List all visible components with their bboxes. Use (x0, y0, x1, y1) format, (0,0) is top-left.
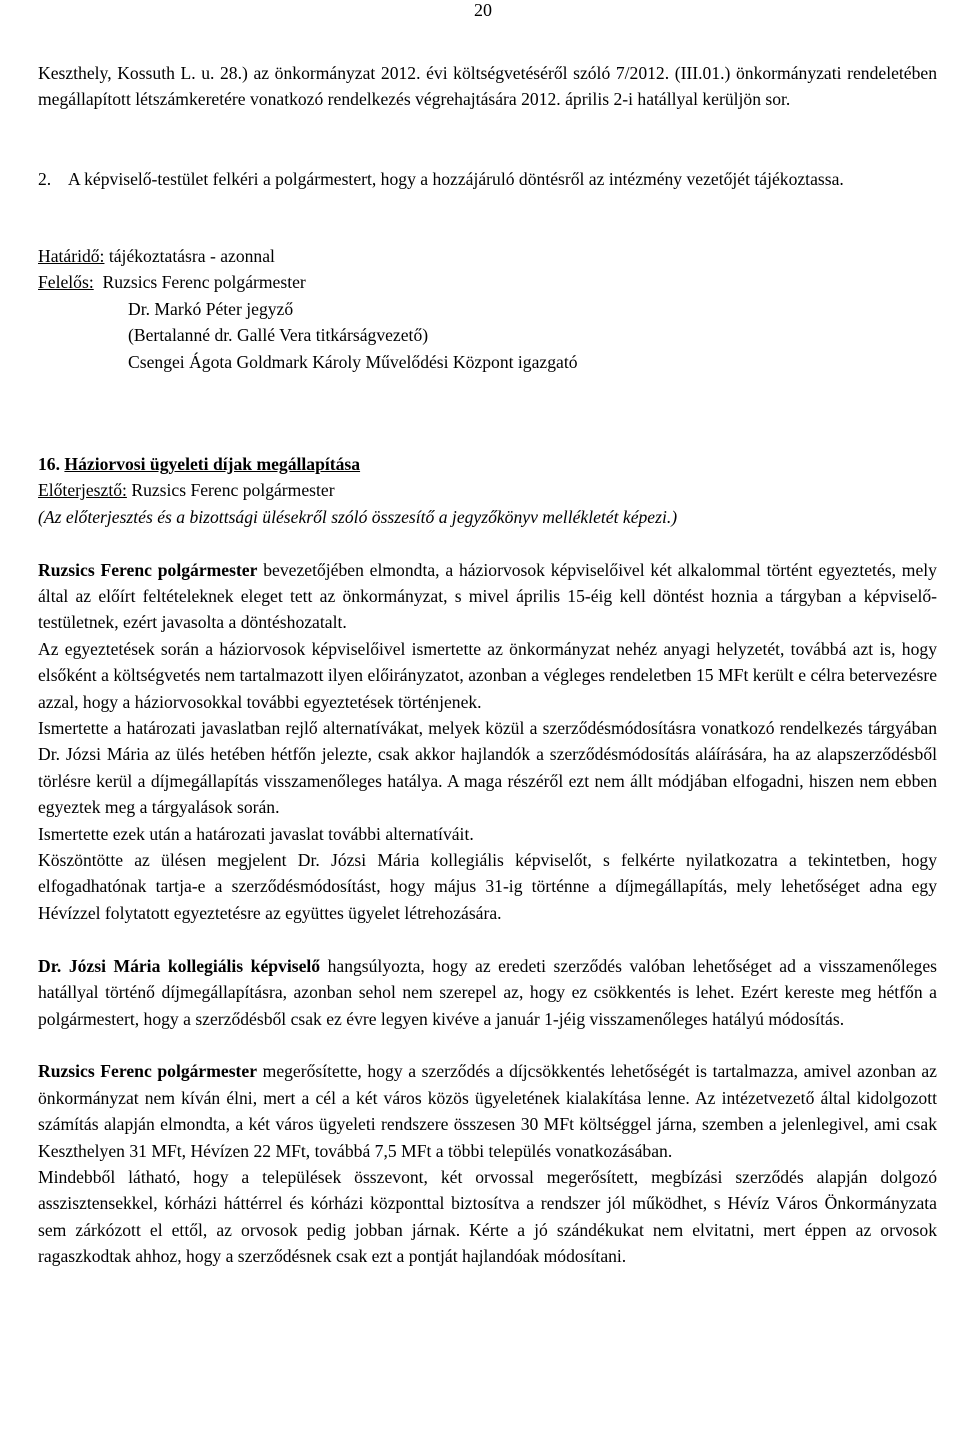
paragraph-2: Az egyeztetések során a háziorvosok képviselőivel ismertette az önkormányzat nehéz anyagi helyzetét, továbbá azt is, hogy elsőként a költségvetés nem tartalmazott ilyen előirányzatot, azonban a végleges rendeletben 15 MFt került e célra betervezésre azzal, hogy a háziorvosokkal további egyeztetések történjenek. (38, 638, 937, 712)
item-2 (38, 166, 937, 192)
responsibility-block (38, 243, 578, 375)
presenter-value: Ruzsics Ferenc polgármester (131, 480, 335, 501)
agenda-note: (Az előterjesztés és a bizottsági ülésekről szóló összesítő a jegyzőkönyv mellékletét képezi.) (38, 506, 678, 527)
item-2-number: 2. (38, 169, 52, 189)
presenter-label: Előterjesztő: (38, 480, 127, 501)
deadline-value: tájékoztatásra - azonnal (108, 246, 275, 266)
responsible-3: (Bertalanné dr. Gallé Vera titkárságvezető) (128, 325, 429, 346)
deadline-row (38, 243, 578, 269)
responsible-2: Dr. Markó Péter jegyző (128, 298, 294, 319)
paragraph-7 (38, 1058, 937, 1164)
agenda-item (38, 451, 937, 1270)
intro-continued-text: Keszthely, Kossuth L. u. 28.) az önkormányzat 2012. évi költségvetéséről szóló 7/2012. (III.01.) önkormányzati rendeletében megállapított létszámkeretére vonatkozó rendelkezés végrehajtására 2012. április 2-i hatállyal kerüljön sor. (38, 63, 937, 110)
p6-speaker: Dr. Józsi Mária kollegiális képviselő (38, 955, 321, 976)
paragraph-5: Köszöntötte az ülésen megjelent Dr. Józsi Mária kollegiális képviselőt, s felkérte nyilatkozatra a tekintetben, hogy elfogadhatónak tartja-e a szerződésmódosítást, hogy május 31-ig történne a díjmegállapítás, mely lehetőséget adna egy Hévízzel folytatott egyeztetésre az együttes ügyelet létrehozására. (38, 850, 937, 923)
deadline-label: Határidő: (38, 246, 105, 266)
p1-speaker: Ruzsics Ferenc polgármester (38, 559, 258, 580)
paragraph-8: Mindebből látható, hogy a települések összevont, két orvossal megerősített, megbízási szerződés alapján dolgozó asszisztensekkel, kórházi háttérrel és kórházi központtal biztosítva a rendszer jól működhet, s Hévíz Város Önkormányzata sem zárkózott el ettől, az orvosok pedig jobban járnak. Kérte a jó szándékukat nem elvitatni, mert éppen az orvosok ragaszkodtak ahhoz, hogy a szerződésnek csak ezt a pontját hajlandóak módosítani. (38, 1166, 937, 1267)
p7-text: megerősítette, hogy a szerződés a díjcsökkentés lehetőségét is tartalmazza, amivel azonban az önkormányzat nem kíván élni, mert a cél a két város közös ügyeletének kialakítása lenne. Az intézetvezető által kidolgozott számítás alapján elmondta, a két város ügyeleti rendszere összesen 30 MFt költséggel járna, szemben a jelenlegivel, ami csak Keszthelyen 31 MFt, Hévízen 22 MFt, továbbá 7,5 MFt a többi település vonatkozásában. (38, 1061, 937, 1161)
responsible-row (38, 269, 578, 295)
agenda-title: Háziorvosi ügyeleti díjak megállapítása (64, 454, 361, 474)
responsible-label: Felelős: (38, 272, 94, 293)
paragraph-3: Ismertette a határozati javaslatban rejlő alternatívákat, melyek közül a szerződésmódosításra vonatkozó rendelkezés tárgyában Dr. Józsi Mária az ülés hetében hétfőn jelezte, csak akkor hajlandók a szerződésmódosítás aláírására, ha az alapszerződésből törlésre kerül a díjmegállapítás visszamenőleges hatálya. A maga részéről ezt nem állt módjában elfogadni, hiszen nem ebben egyeztek meg a tárgyalások során. (38, 718, 937, 818)
p7-speaker: Ruzsics Ferenc polgármester (38, 1061, 258, 1082)
agenda-number: 16. (38, 454, 60, 474)
paragraph-6 (38, 953, 937, 1032)
paragraph-1 (38, 557, 937, 636)
p1-text: bevezetőjében elmondta, a háziorvosok képviselőivel két alkalommal történt egyeztetés, mely által az előírt feltételeknek eleget tett az önkormányzat, s mivel április 15-éig kell döntést hoznia a tárgyban a képviselő-testületnek, ezért javasolta a döntéshozatalt. (38, 559, 937, 633)
responsible-1: Ruzsics Ferenc polgármester (102, 272, 306, 293)
p6-text: hangsúlyozta, hogy az eredeti szerződés valóban lehetőséget ad a visszamenőleges hatállyal történő díjmegállapításra, azonban sehol nem szerepel az, hogy ez csökkentés is lehet. Ezért kereste meg hétfőn a polgármestert, hogy a szerződésből csak ez évre legyen kivéve a január 1-jéig visszamenőleges hatályú módosítás. (38, 955, 937, 1029)
presenter-row (38, 477, 937, 503)
agenda-title-row (38, 451, 937, 477)
intro-section (38, 60, 937, 113)
paragraph-4: Ismertette ezek után a határozati javaslat további alternatíváit. (38, 823, 474, 844)
item-2-text: A képviselő-testület felkéri a polgármestert, hogy a hozzájáruló döntésről az intézmény vezetőjét tájékoztassa. (68, 169, 844, 189)
page-number: 20 (474, 0, 492, 20)
responsible-4: Csengei Ágota Goldmark Károly Művelődési Központ igazgató (128, 351, 578, 372)
